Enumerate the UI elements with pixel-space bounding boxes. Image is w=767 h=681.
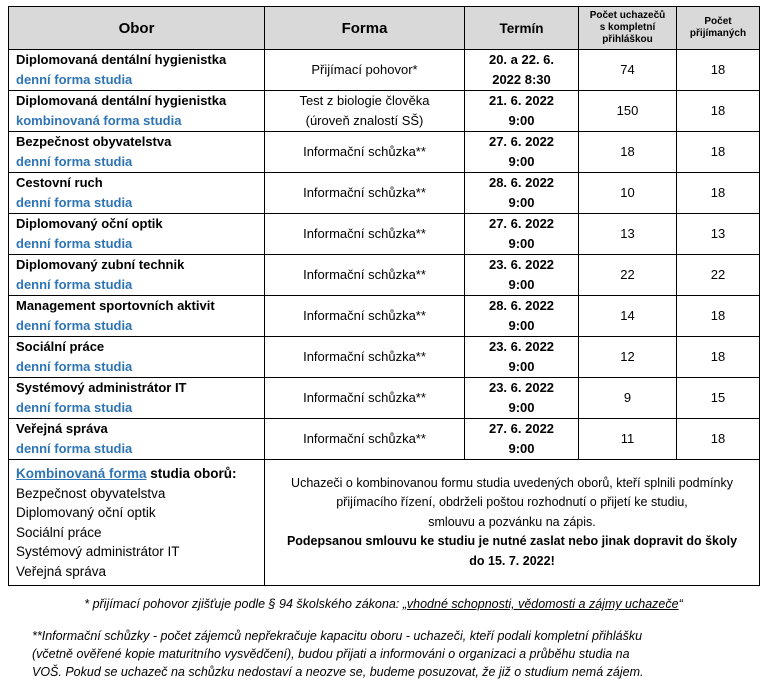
header-obor: Obor [9,7,265,50]
combined-note-cell [265,460,760,586]
cell-pocet-uchazecu: 11 [579,419,677,460]
cell-termin: 27. 6. 2022 9:00 [465,132,579,173]
obor-name: Management sportovních aktivit [16,298,215,313]
cell-pocet-prijimanych: 13 [677,214,760,255]
obor-study-form: denní forma studia [16,400,133,415]
cell-forma: Informační schůzka** [265,419,465,460]
cell-pocet-uchazecu: 12 [579,337,677,378]
cell-termin: 27. 6. 2022 9:00 [465,419,579,460]
cell-termin: 23. 6. 2022 9:00 [465,337,579,378]
obor-study-form: denní forma studia [16,236,133,251]
cell-pocet-prijimanych: 18 [677,132,760,173]
obor-name: Veřejná správa [16,421,108,436]
cell-termin: 20. a 22. 6. 2022 8:30 [465,50,579,91]
cell-obor [9,255,265,296]
table-row [9,296,760,337]
cell-forma: Test z biologie člověka (úroveň znalostí SŠ) [265,91,465,132]
cell-forma: Informační schůzka** [265,173,465,214]
cell-obor [9,419,265,460]
cell-obor [9,378,265,419]
cell-pocet-uchazecu: 9 [579,378,677,419]
combined-note-line: přijímacího řízení, obdrželi poštou rozhodnutí o přijetí ke studiu, [336,495,688,510]
table-row [9,255,760,296]
cell-termin: 28. 6. 2022 9:00 [465,296,579,337]
cell-pocet-uchazecu: 74 [579,50,677,91]
obor-study-form: denní forma studia [16,277,133,292]
combined-row [9,460,760,586]
obor-name: Sociální práce [16,339,105,354]
admission-document [8,6,759,681]
table-body [9,50,760,460]
obor-study-form: denní forma studia [16,318,133,333]
header-termin: Termín [465,7,579,50]
cell-pocet-prijimanych: 18 [677,50,760,91]
obor-study-form: denní forma studia [16,72,133,87]
cell-forma: Informační schůzka** [265,214,465,255]
cell-pocet-prijimanych: 18 [677,91,760,132]
cell-pocet-uchazecu: 22 [579,255,677,296]
table-header-row [9,7,760,50]
table-row [9,214,760,255]
combined-notice-line: Podepsanou smlouvu ke studiu je nutné zaslat nebo jinak dopravit do školy [286,534,738,549]
cell-termin: 21. 6. 2022 9:00 [465,91,579,132]
obor-name: Diplomovaný oční optik [16,216,163,231]
obor-name: Diplomovaná dentální hygienistka [16,93,227,108]
cell-pocet-uchazecu: 18 [579,132,677,173]
cell-obor [9,214,265,255]
table-row [9,50,760,91]
obor-study-form: denní forma studia [16,195,133,210]
cell-pocet-prijimanych: 15 [677,378,760,419]
cell-pocet-uchazecu: 10 [579,173,677,214]
combined-note-line: Uchazeči o kombinovanou formu studia uvedených oborů, kteří splnili podmínky [291,475,733,490]
obor-name: Systémový administrátor IT [16,380,187,395]
cell-obor [9,337,265,378]
cell-forma: Informační schůzka** [265,255,465,296]
combined-item: Bezpečnost obyvatelstva [16,485,166,501]
cell-obor [9,91,265,132]
cell-pocet-prijimanych: 18 [677,296,760,337]
cell-obor [9,50,265,91]
combined-item: Sociální práce [16,524,102,540]
cell-obor [9,132,265,173]
table-row [9,419,760,460]
table-row [9,378,760,419]
obor-study-form: denní forma studia [16,441,133,456]
obor-study-form: denní forma studia [16,359,133,374]
combined-notice-line: do 15. 7. 2022! [469,553,555,568]
header-forma: Forma [265,7,465,50]
cell-obor [9,173,265,214]
cell-pocet-prijimanych: 22 [677,255,760,296]
obor-name: Bezpečnost obyvatelstva [16,134,172,149]
header-pocet-prijimanych: Počet přijímaných [677,7,760,50]
obor-study-form: kombinovaná forma studia [16,113,182,128]
header-pocet-uchazecu: Počet uchazečů s kompletní přihláškou [579,7,677,50]
combined-item: Systémový administrátor IT [16,544,180,559]
footnote-interview: * přijímací pohovor zjišťuje podle § 94 školského zákona: „vhodné schopnosti, vědomosti a zájmy uchazeče“ [84,597,683,611]
combined-title: Kombinovaná forma studia oborů: [16,466,237,481]
cell-obor [9,296,265,337]
table-row [9,173,760,214]
cell-termin: 23. 6. 2022 9:00 [465,255,579,296]
obor-name: Cestovní ruch [16,175,103,190]
cell-forma: Informační schůzka** [265,132,465,173]
combined-list-cell [9,460,265,586]
cell-forma: Informační schůzka** [265,337,465,378]
table-row [9,132,760,173]
obor-name: Diplomovaná dentální hygienistka [16,52,227,67]
obor-name: Diplomovaný zubní technik [16,257,185,272]
cell-pocet-uchazecu: 13 [579,214,677,255]
cell-termin: 28. 6. 2022 9:00 [465,173,579,214]
cell-forma: Informační schůzka** [265,296,465,337]
cell-forma: Přijímací pohovor* [265,50,465,91]
combined-note-line: smlouvu a pozvánku na zápis. [428,514,596,529]
cell-termin: 23. 6. 2022 9:00 [465,378,579,419]
cell-forma: Informační schůzka** [265,378,465,419]
obor-study-form: denní forma studia [16,154,133,169]
cell-pocet-prijimanych: 18 [677,419,760,460]
table-row [9,91,760,132]
cell-pocet-prijimanych: 18 [677,173,760,214]
cell-pocet-uchazecu: 150 [579,91,677,132]
cell-pocet-uchazecu: 14 [579,296,677,337]
cell-termin: 27. 6. 2022 9:00 [465,214,579,255]
combined-item: Veřejná správa [16,563,107,579]
footnote-info-meeting: **Informační schůzky - počet zájemců nepřekračuje kapacitu oboru - uchazeči, kteří podali kompletní přihlášku (včetně ověřené kopie maturitního vysvědčení), budou přijati a informováni o organizaci a průběhu studia na VOŠ. Pokud se uchazeč na schůzku nedostaví a neozve se, budeme posuzovat, že již o studium nemá zájem. [32,629,644,679]
cell-pocet-prijimanych: 18 [677,337,760,378]
combined-item: Diplomovaný oční optik [16,505,156,520]
table-row [9,337,760,378]
admission-table [8,6,760,586]
